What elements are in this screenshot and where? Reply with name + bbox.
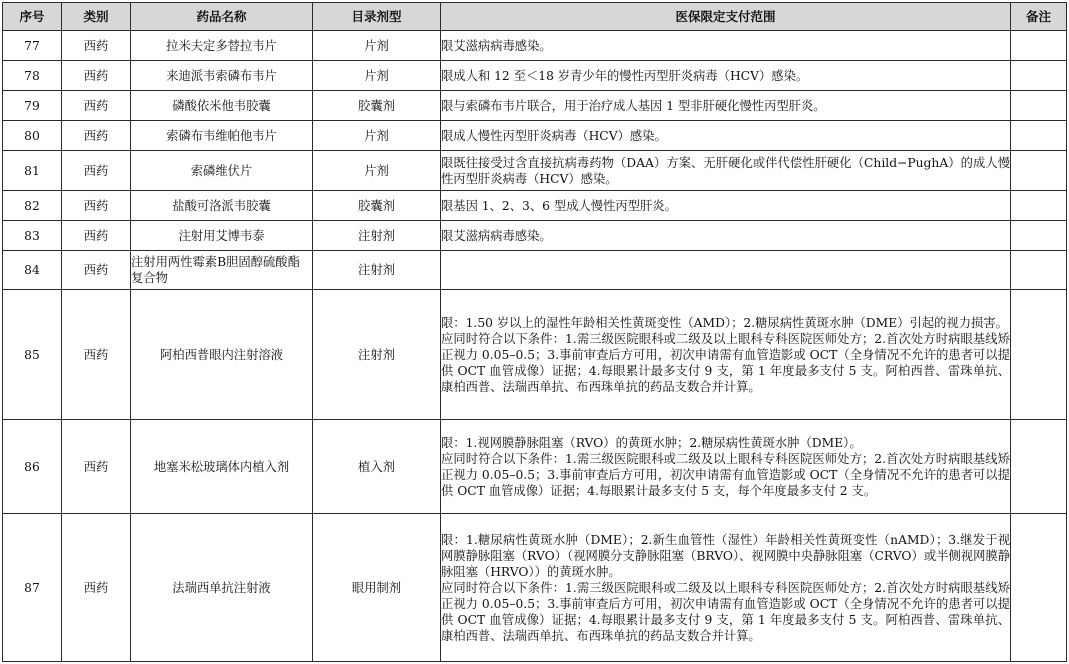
scope-paragraph: 限成人慢性丙型肝炎病毒（HCV）感染。 [441,128,667,143]
table-row [3,121,1067,151]
table-row [3,251,1067,290]
table-row [3,514,1067,662]
row-note [1011,420,1067,514]
row-number: 82 [3,191,62,221]
row-note [1011,191,1067,221]
row-scope [441,251,1011,290]
row-number: 85 [3,290,62,420]
row-category: 西药 [62,61,131,91]
row-category: 西药 [62,151,131,191]
row-category: 西药 [62,420,131,514]
scope-paragraph: 限与索磷布韦片联合，用于治疗成人基因 1 型非肝硬化慢性丙型肝炎。 [441,98,826,113]
header-dosage-form: 目录剂型 [313,3,441,31]
row-scope [441,121,1011,151]
row-number: 80 [3,121,62,151]
row-scope [441,191,1011,221]
row-dosage-form: 片剂 [313,61,441,91]
row-number: 87 [3,514,62,662]
row-note [1011,61,1067,91]
row-note [1011,151,1067,191]
row-category: 西药 [62,31,131,61]
row-drug-name: 索磷维伏片 [131,151,313,191]
reimbursement-table [2,2,1067,662]
scope-paragraph: 限：1.50 岁以上的湿性年龄相关性黄斑变性（AMD）；2.糖尿病性黄斑水肿（DME）引起的视力损害。 [441,315,1008,330]
row-dosage-form: 胶囊剂 [313,91,441,121]
header-drug-name: 药品名称 [131,3,313,31]
table-row [3,290,1067,420]
row-dosage-form: 注射剂 [313,251,441,290]
row-drug-name: 索磷布韦维帕他韦片 [131,121,313,151]
row-note [1011,290,1067,420]
row-scope [441,61,1011,91]
row-scope [441,514,1011,662]
header-serial-number: 序号 [3,3,62,31]
row-category: 西药 [62,290,131,420]
row-scope [441,31,1011,61]
row-drug-name: 地塞米松玻璃体内植入剂 [131,420,313,514]
header-remarks: 备注 [1011,3,1067,31]
table-row [3,151,1067,191]
row-scope [441,91,1011,121]
scope-paragraph: 应同时符合以下条件：1.需三级医院眼科或二级及以上眼科专科医院医师处方；2.首次处方时病眼基线矫正视力 0.05–0.5；3.事前审查后方可用，初次申请需有血管造影或 OCT（全身情况不允许的患者可以提供 OCT 血管成像）证据；4.每眼累计最多支付 9 支，第 1 年度最多支付 5 支。阿柏西普、雷珠单抗、康柏西普、法瑞西单抗、布西珠单抗的药品支数合并计算。 [441,331,1010,394]
scope-paragraph: 限：1.视网膜静脉阻塞（RVO）的黄斑水肿；2.糖尿病性黄斑水肿（DME）。 [441,435,862,450]
row-drug-name: 盐酸可洛派韦胶囊 [131,191,313,221]
drug-list-document [2,2,1067,662]
row-category: 西药 [62,221,131,251]
scope-paragraph: 应同时符合以下条件：1.需三级医院眼科或二级及以上眼科专科医院医师处方；2.首次处方时病眼基线矫正视力 0.05–0.5；3.事前审查后方可用，初次申请需有血管造影或 OCT（全身情况不允许的患者可以提供 OCT 血管成像）证据；4.每眼累计最多支付 9 支，第 1 年度最多支付 5 支。阿柏西普、雷珠单抗、康柏西普、法瑞西单抗、布西珠单抗的药品支数合并计算。 [441,580,1010,643]
row-note [1011,514,1067,662]
row-category: 西药 [62,251,131,290]
row-note [1011,91,1067,121]
row-dosage-form: 眼用制剂 [313,514,441,662]
row-number: 79 [3,91,62,121]
header-category: 类别 [62,3,131,31]
row-scope [441,420,1011,514]
row-number: 83 [3,221,62,251]
row-dosage-form: 片剂 [313,31,441,61]
row-scope [441,221,1011,251]
table-row [3,61,1067,91]
table-row [3,31,1067,61]
row-dosage-form: 注射剂 [313,221,441,251]
row-drug-name: 阿柏西普眼内注射溶液 [131,290,313,420]
table-row [3,191,1067,221]
table-row [3,91,1067,121]
row-number: 84 [3,251,62,290]
row-drug-name: 拉米夫定多替拉韦片 [131,31,313,61]
row-drug-name: 来迪派韦索磷布韦片 [131,61,313,91]
row-category: 西药 [62,191,131,221]
table-header-row [3,3,1067,31]
scope-paragraph: 限既往接受过含直接抗病毒药物（DAA）方案、无肝硬化或伴代偿性肝硬化（Child−PughA）的成人慢性丙型肝炎病毒（HCV）感染。 [441,155,1010,186]
row-scope [441,290,1011,420]
row-dosage-form: 注射剂 [313,290,441,420]
table-row [3,221,1067,251]
row-category: 西药 [62,91,131,121]
row-drug-name: 注射用两性霉素B胆固醇硫酸酯复合物 [131,251,313,290]
row-number: 77 [3,31,62,61]
table-row [3,420,1067,514]
row-category: 西药 [62,121,131,151]
row-number: 86 [3,420,62,514]
row-drug-name: 磷酸依米他韦胶囊 [131,91,313,121]
row-drug-name: 注射用艾博韦泰 [131,221,313,251]
row-number: 81 [3,151,62,191]
row-note [1011,31,1067,61]
row-note [1011,251,1067,290]
scope-paragraph: 限：1.糖尿病性黄斑水肿（DME）；2.新生血管性（湿性）年龄相关性黄斑变性（nAMD）；3.继发于视网膜静脉阻塞（RVO）（视网膜分支静脉阻塞（BRVO）、视网膜中央静脉阻塞（CRVO）或半侧视网膜静脉阻塞（HRVO））的黄斑水肿。 [441,532,1010,579]
row-dosage-form: 片剂 [313,151,441,191]
row-drug-name: 法瑞西单抗注射液 [131,514,313,662]
scope-paragraph: 限艾滋病病毒感染。 [441,38,552,53]
scope-paragraph: 限基因 1、2、3、6 型成人慢性丙型肝炎。 [441,198,677,213]
row-note [1011,221,1067,251]
row-dosage-form: 植入剂 [313,420,441,514]
row-number: 78 [3,61,62,91]
scope-paragraph: 限成人和 12 至＜18 岁青少年的慢性丙型肝炎病毒（HCV）感染。 [441,68,809,83]
row-note [1011,121,1067,151]
header-reimbursement-scope: 医保限定支付范围 [441,3,1011,31]
row-scope [441,151,1011,191]
row-dosage-form: 胶囊剂 [313,191,441,221]
scope-paragraph: 应同时符合以下条件：1.需三级医院眼科或二级及以上眼科专科医院医师处方；2.首次处方时病眼基线矫正视力 0.05–0.5；3.事前审查后方可用，初次申请需有血管造影或 OCT（全身情况不允许的患者可以提供 OCT 血管成像）证据；4.每眼累计最多支付 5 支，每个年度最多支付 2 支。 [441,451,1010,498]
row-category: 西药 [62,514,131,662]
scope-paragraph: 限艾滋病病毒感染。 [441,228,552,243]
row-dosage-form: 片剂 [313,121,441,151]
